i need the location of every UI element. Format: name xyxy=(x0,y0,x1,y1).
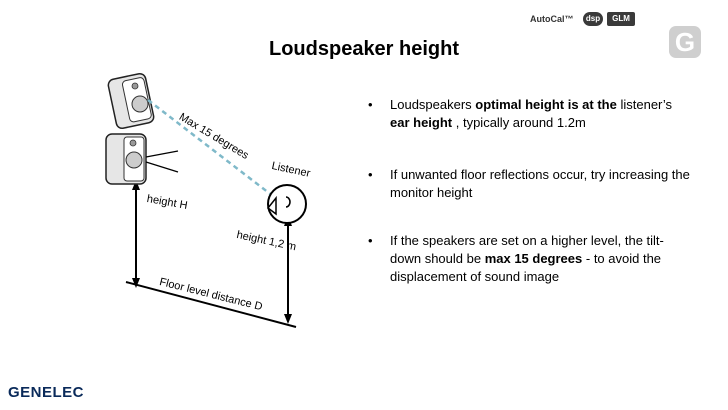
ear-height-arrow-head-bottom xyxy=(284,314,292,324)
bullet-text-segment: If unwanted floor reflections occur, try increasing the monitor height xyxy=(390,167,690,200)
bullet-text-segment: listener’s xyxy=(616,97,673,112)
speaker-height-label: height H xyxy=(145,193,189,212)
bullet-text xyxy=(390,232,690,286)
listener-label: Listener xyxy=(270,160,312,180)
page-title: Loudspeaker height xyxy=(268,38,460,60)
bullet-dot: • xyxy=(368,233,373,248)
bullet-text-segment: Loudspeakers xyxy=(390,97,476,112)
bullet-text xyxy=(390,166,690,202)
autocal-label: AutoCal™ xyxy=(530,14,574,24)
ear-height-label: height 1,2 m xyxy=(235,229,298,254)
bullet-text-bold: optimal height is at the xyxy=(475,97,617,112)
bullet-text-bold: ear height xyxy=(390,115,453,130)
bullet-dot: • xyxy=(368,167,373,182)
genelec-g-logo: G xyxy=(669,26,701,58)
listener-head-icon xyxy=(268,185,306,223)
bullet-text-segment: , typically around 1.2m xyxy=(452,115,586,130)
angle-label: Max 15 degrees xyxy=(176,111,251,162)
genelec-logo: GENELEC xyxy=(8,384,85,401)
dsp-badge: dsp xyxy=(583,12,603,26)
bullet-dot: • xyxy=(368,97,373,112)
bullet-text-segment: If the speakers are set on a higher level, the tilt-down should be xyxy=(390,233,664,266)
tilt-line xyxy=(148,100,282,203)
bullet-text-segment: - to avoid the displacement of sound image xyxy=(390,251,662,284)
lower-speaker-icon xyxy=(106,134,178,184)
bullet-text xyxy=(390,96,690,132)
bullet-text-bold: max 15 degrees xyxy=(484,251,583,266)
glm-badge: GLM xyxy=(607,12,635,26)
floor-distance-label: Floor level distance D xyxy=(158,276,264,314)
